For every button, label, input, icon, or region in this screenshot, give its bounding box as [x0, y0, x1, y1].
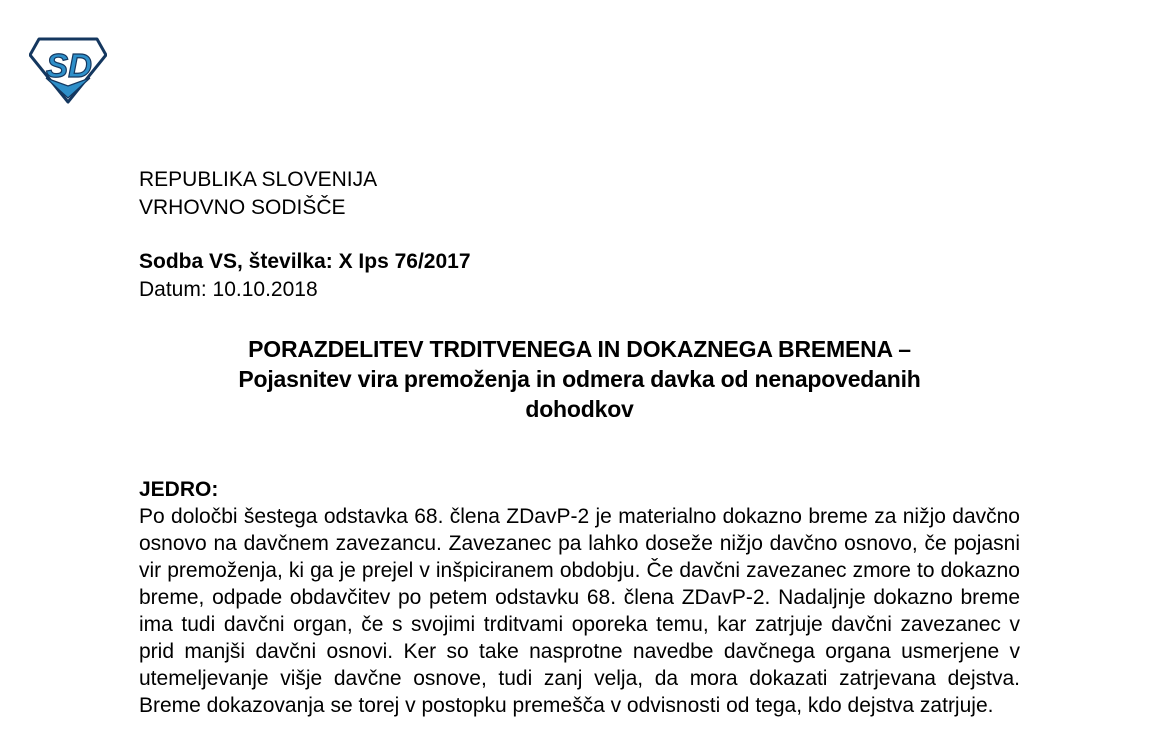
court-name: VRHOVNO SODIŠČE [139, 196, 346, 219]
jedro-section-label: JEDRO: [139, 478, 219, 501]
sd-shield-logo-icon [29, 36, 107, 104]
svg-text:SD: SD [46, 47, 92, 84]
title-line-1: PORAZDELITEV TRDITVENEGA IN DOKAZNEGA BREMENA – [248, 336, 911, 362]
jedro-paragraph: Po določbi šestega odstavka 68. člena ZDavP-2 je materialno dokazno breme za nižjo davčno osnovo na davčnem zavezancu. Zavezanec pa lahko doseže nižjo davčno osnovo, če pojasni vir premoženja, ki ga je prejel v inšpiciranem obdobju. Če davčni zavezanec zmore to dokazno breme, odpade obdavčitev po petem odstavku 68. člena ZDavP-2. Nadaljnje dokazno breme ima tudi davčni organ, če s svojimi trditvami oporeka temu, kar zatrjuje davčni zavezanec v prid manjši davčni osnovi. Ker so take nasprotne navedbe davčnega organa usmerjene v utemeljevanje višje davčne osnove, tudi zanj velja, da mora dokazati zatrjevana dejstva. Breme dokazovanja se torej v postopku premešča v odvisnosti od tega, kdo dejstva zatrjuje. [139, 505, 1020, 717]
document-title [139, 334, 1020, 424]
document-content [139, 0, 1020, 719]
case-number-line: Sodba VS, številka: X Ips 76/2017 [139, 250, 471, 273]
country-name: REPUBLIKA SLOVENIJA [139, 168, 378, 191]
date-line: Datum: 10.10.2018 [139, 278, 318, 301]
title-line-2: Pojasnitev vira premoženja in odmera davka od nenapovedanih [238, 366, 921, 392]
issuing-authority [139, 166, 1020, 222]
title-line-3: dohodkov [525, 396, 634, 422]
sd-shield-logo-svg [29, 36, 107, 104]
document-meta [139, 248, 1020, 304]
